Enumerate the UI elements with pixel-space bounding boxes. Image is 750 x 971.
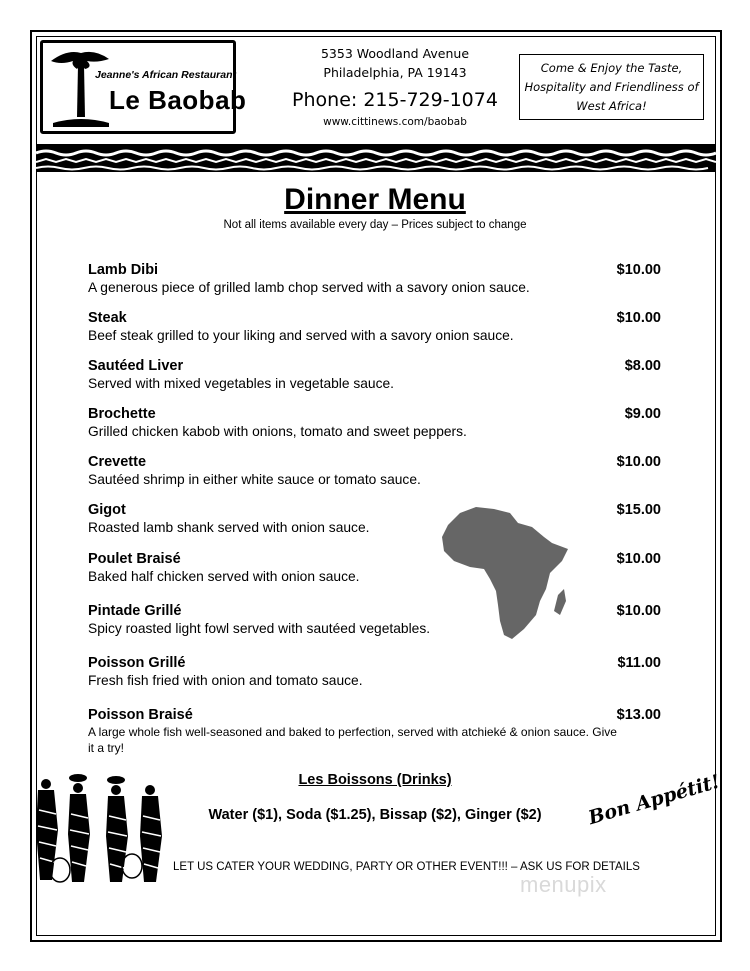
logo-title: Le Baobab: [109, 85, 247, 115]
phone-number[interactable]: Phone: 215-729-1074: [292, 89, 498, 111]
menu-item: [88, 602, 668, 638]
menu-item: [88, 405, 668, 441]
item-description: Beef steak grilled to your liking and served with a savory onion sauce.: [88, 328, 514, 343]
item-price: $13.00: [616, 707, 661, 723]
bon-appetit-signature: Bon Appétit!: [586, 770, 723, 830]
restaurant-logo: [40, 40, 247, 134]
item-name: Brochette: [88, 406, 156, 422]
africa-map-icon: [440, 503, 572, 643]
item-name: Pintade Grillé: [88, 603, 182, 619]
decorative-divider: [36, 144, 716, 172]
drinks-title: Les Boissons (Drinks): [298, 772, 452, 788]
item-description: Roasted lamb shank served with onion sauce.: [88, 520, 370, 535]
tagline-line-1: Come & Enjoy the Taste,: [540, 61, 683, 75]
item-name: Poulet Braisé: [88, 551, 181, 567]
contact-info: [270, 44, 520, 129]
menu-item: [88, 309, 668, 345]
item-price: $10.00: [616, 310, 661, 326]
item-description: Baked half chicken served with onion sauce.: [88, 569, 360, 584]
address-line-2: Philadelphia, PA 19143: [323, 65, 467, 80]
address-line-1: 5353 Woodland Avenue: [320, 46, 470, 61]
catering-notice: LET US CATER YOUR WEDDING, PARTY OR OTHER EVENT!!! – ASK US FOR DETAILS: [173, 861, 640, 873]
drinks-list: Water ($1), Soda ($1.25), Bissap ($2), Ginger ($2): [208, 807, 542, 823]
item-name: Gigot: [88, 502, 126, 518]
website-link[interactable]: www.cittinews.com/baobab: [323, 116, 467, 128]
menu-item: [88, 706, 668, 756]
item-description: Spicy roasted light fowl served with sautéed vegetables.: [88, 621, 431, 636]
baobab-tree-icon: [47, 47, 113, 129]
menu-item: [88, 453, 668, 489]
item-price: $10.00: [616, 454, 661, 470]
item-description: Sautéed shrimp in either white sauce or tomato sauce.: [88, 472, 421, 487]
item-name: Crevette: [88, 454, 147, 470]
item-name: Poisson Braisé: [88, 707, 193, 723]
menu-title: Dinner Menu: [284, 183, 466, 216]
item-price: $11.00: [617, 655, 661, 671]
item-price: $15.00: [616, 502, 661, 518]
logo-subtitle: Jeanne's African Restaurant: [95, 69, 236, 81]
menu-item: [88, 261, 668, 297]
item-description: Fresh fish fried with onion and tomato sauce.: [88, 673, 363, 688]
item-name: Steak: [88, 310, 127, 326]
item-name: Sautéed Liver: [88, 358, 184, 374]
watermark: menupix: [520, 872, 607, 897]
african-women-illustration: [34, 770, 166, 890]
item-price: $10.00: [616, 262, 661, 278]
tagline-line-3: West Africa!: [576, 99, 647, 113]
item-name: Lamb Dibi: [88, 262, 159, 278]
item-price: $8.00: [624, 358, 661, 374]
item-price: $10.00: [616, 603, 661, 619]
tagline-box: [519, 54, 704, 120]
menu-item: [88, 357, 668, 393]
item-price: $9.00: [624, 406, 661, 422]
item-description: Served with mixed vegetables in vegetable sauce.: [88, 376, 395, 391]
item-description: A generous piece of grilled lamb chop served with a savory onion sauce.: [88, 280, 530, 295]
tagline-line-2: Hospitality and Friendliness of: [524, 80, 699, 94]
item-description: A large whole fish well-seasoned and baked to perfection, served with atchieké & onion sauce. Give it a try!: [88, 725, 617, 755]
menu-item: [88, 550, 668, 586]
item-price: $10.00: [616, 551, 661, 567]
menu-item: [88, 654, 668, 690]
item-name: Poisson Grillé: [88, 655, 186, 671]
item-description: Grilled chicken kabob with onions, tomato and sweet peppers.: [88, 424, 467, 439]
menu-item: [88, 501, 668, 537]
menu-subtitle: Not all items available every day – Prices subject to change: [223, 219, 527, 231]
